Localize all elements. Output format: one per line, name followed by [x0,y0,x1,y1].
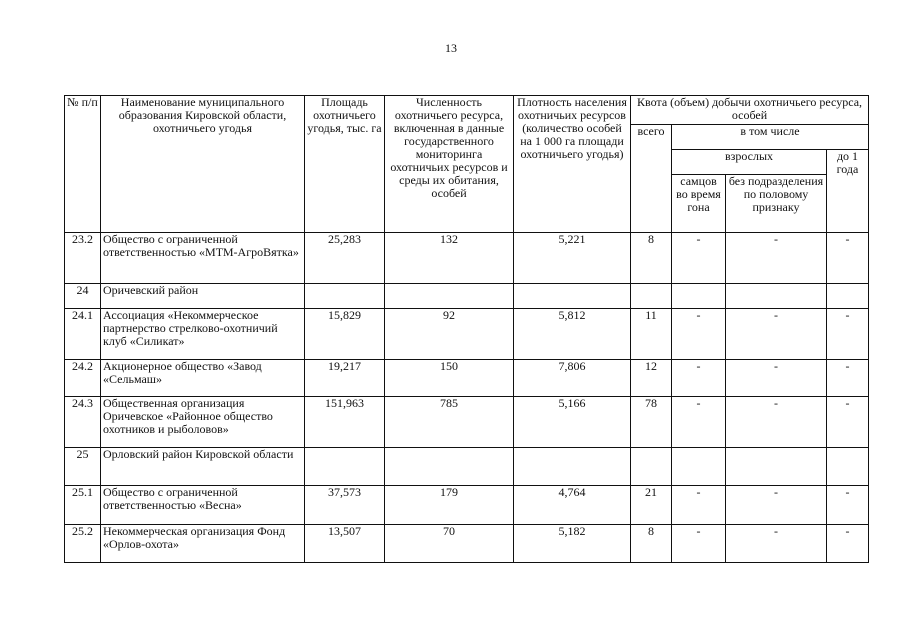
header-adults: взрослых [672,150,827,175]
cell-num: 25 [65,448,101,486]
cell-young [827,284,869,309]
cell-name: Акционерное общество «Завод «Сельмаш» [101,360,305,397]
cell-nosex: - [726,486,827,525]
cell-young: - [827,486,869,525]
cell-count: 785 [385,397,514,448]
cell-density: 7,806 [514,360,631,397]
cell-density [514,448,631,486]
cell-num: 24.2 [65,360,101,397]
cell-name: Общественная организация Оричевское «Районное общество охотников и рыболовов» [101,397,305,448]
table-row [65,360,869,397]
header-under-one: до 1 года [827,150,869,233]
cell-young: - [827,360,869,397]
cell-total: 78 [631,397,672,448]
cell-young: - [827,309,869,360]
cell-count: 70 [385,525,514,563]
table-row [65,309,869,360]
cell-num: 25.1 [65,486,101,525]
cell-num: 24.1 [65,309,101,360]
cell-total [631,284,672,309]
quota-table [64,95,869,563]
cell-num: 23.2 [65,233,101,284]
table-row [65,397,869,448]
cell-name: Общество с ограниченной ответственностью «Весна» [101,486,305,525]
cell-nosex: - [726,525,827,563]
cell-nosex: - [726,360,827,397]
cell-males: - [672,525,726,563]
cell-total: 8 [631,233,672,284]
cell-young: - [827,233,869,284]
cell-area: 19,217 [305,360,385,397]
cell-nosex: - [726,233,827,284]
header-no-sex: без подразделения по половому признаку [726,175,827,233]
cell-nosex: - [726,309,827,360]
cell-num: 24.3 [65,397,101,448]
cell-total [631,448,672,486]
cell-density [514,284,631,309]
cell-males [672,448,726,486]
cell-density: 5,812 [514,309,631,360]
header-including: в том числе [672,125,869,150]
cell-males: - [672,309,726,360]
cell-area: 37,573 [305,486,385,525]
header-quota: Квота (объем) добычи охотничьего ресурса, особей [631,96,869,125]
cell-area: 15,829 [305,309,385,360]
cell-density: 4,764 [514,486,631,525]
cell-num: 25.2 [65,525,101,563]
cell-name: Оричевский район [101,284,305,309]
cell-area [305,448,385,486]
table-row [65,525,869,563]
cell-males: - [672,397,726,448]
table-row [65,486,869,525]
cell-males: - [672,486,726,525]
cell-name: Ассоциация «Некоммерческое партнерство стрелково-охотничий клуб «Силикат» [101,309,305,360]
cell-name: Некоммерческая организация Фонд «Орлов-охота» [101,525,305,563]
cell-density: 5,221 [514,233,631,284]
cell-males [672,284,726,309]
cell-area: 25,283 [305,233,385,284]
cell-males: - [672,233,726,284]
cell-count: 179 [385,486,514,525]
cell-young: - [827,525,869,563]
header-num: № п/п [65,96,101,233]
cell-young [827,448,869,486]
cell-density: 5,166 [514,397,631,448]
cell-name: Общество с ограниченной ответственностью «МТМ-АгроВятка» [101,233,305,284]
cell-total: 11 [631,309,672,360]
header-males-rut: самцов во время гона [672,175,726,233]
cell-total: 21 [631,486,672,525]
cell-nosex [726,448,827,486]
page-number: 13 [445,41,457,55]
table-row [65,448,869,486]
cell-density: 5,182 [514,525,631,563]
cell-count [385,448,514,486]
cell-num: 24 [65,284,101,309]
cell-count: 150 [385,360,514,397]
cell-males: - [672,360,726,397]
cell-count: 92 [385,309,514,360]
header-row [65,96,869,125]
cell-total: 8 [631,525,672,563]
cell-area: 13,507 [305,525,385,563]
cell-area: 151,963 [305,397,385,448]
cell-nosex [726,284,827,309]
cell-total: 12 [631,360,672,397]
cell-nosex: - [726,397,827,448]
header-count: Численность охотничьего ресурса, включенная в данные государственного мониторинга охотничьих ресурсов и среды их обитания, особей [385,96,514,233]
table-row [65,284,869,309]
header-density: Плотность населения охотничьих ресурсов (количество особей на 1 000 га площади охотничьего угодья) [514,96,631,233]
cell-young: - [827,397,869,448]
header-name: Наименование муниципального образования Кировской области, охотничьего угодья [101,96,305,233]
cell-name: Орловский район Кировской области [101,448,305,486]
table-row [65,233,869,284]
header-total: всего [631,125,672,233]
cell-count [385,284,514,309]
cell-area [305,284,385,309]
cell-count: 132 [385,233,514,284]
header-area: Площадь охотничьего угодья, тыс. га [305,96,385,233]
